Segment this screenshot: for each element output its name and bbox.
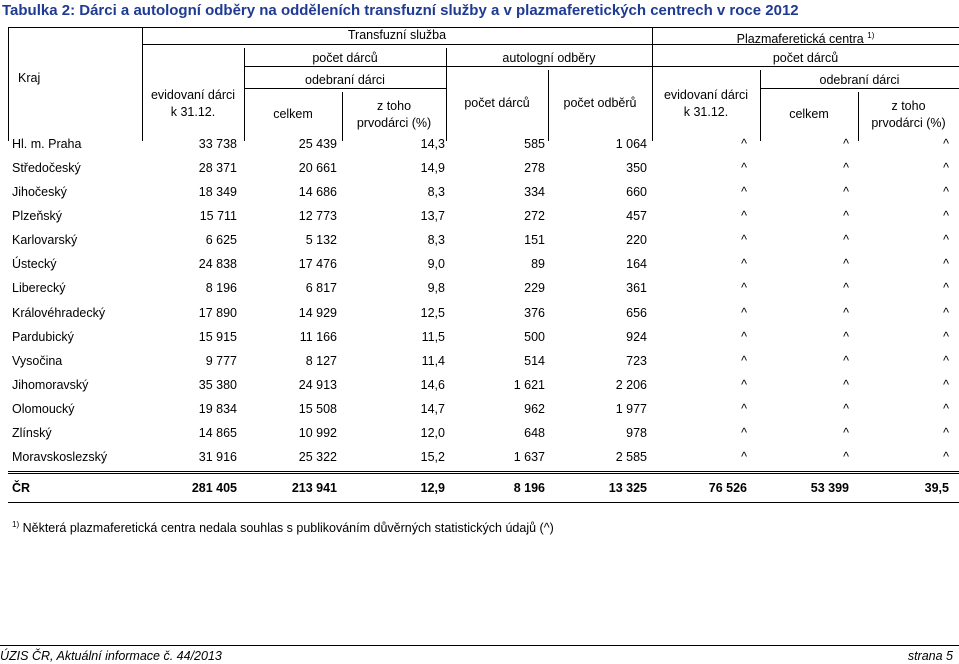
cell-au-odberu: 723	[626, 354, 647, 368]
cell-pc-evid: ^	[741, 281, 747, 295]
cell-pc-evid: ^	[741, 450, 747, 464]
cell-pc-prvo: 39,5	[924, 481, 949, 495]
cell-pc-celkem: ^	[843, 161, 849, 175]
cell-kraj: Středočeský	[12, 161, 81, 175]
cell-ts-celkem: 10 992	[298, 426, 337, 440]
table-title: Tabulka 2: Dárci a autologní odběry na odděleních transfuzní služby a v plazmaferetických centrech v roce 2012	[2, 2, 799, 19]
cell-ts-celkem: 17 476	[298, 257, 337, 271]
cell-ts-prvo: 9,0	[427, 257, 445, 271]
header-pc-ztoho	[858, 98, 959, 132]
cell-ts-prvo: 12,0	[420, 426, 445, 440]
table-row	[0, 399, 959, 423]
header-ts-evidovani-1: evidovaní dárci	[150, 88, 236, 102]
cell-pc-celkem: ^	[843, 426, 849, 440]
header-ts-ztoho-1: z toho	[376, 99, 412, 113]
cell-pc-evid: ^	[741, 257, 747, 271]
cell-au-odberu: 361	[626, 281, 647, 295]
header-kraj: Kraj	[18, 71, 41, 85]
footnote	[12, 520, 554, 535]
cell-au-darcu: 278	[524, 161, 545, 175]
cell-pc-prvo: ^	[943, 185, 949, 199]
cell-pc-celkem: ^	[843, 233, 849, 247]
header-ts-odebrani: odebraní dárci	[305, 73, 385, 87]
cell-ts-celkem: 6 817	[305, 281, 337, 295]
cell-ts-evid: 8 196	[205, 281, 237, 295]
footnote-mark: 1)	[12, 520, 20, 529]
cell-ts-evid: 6 625	[205, 233, 237, 247]
cell-ts-celkem: 12 773	[298, 209, 337, 223]
cell-pc-prvo: ^	[943, 378, 949, 392]
cell-ts-prvo: 12,9	[420, 481, 445, 495]
cell-ts-celkem: 20 661	[298, 161, 337, 175]
cell-au-darcu: 229	[524, 281, 545, 295]
cell-ts-prvo: 8,3	[427, 185, 445, 199]
header-ts-evidovani-2: k 31.12.	[170, 105, 216, 119]
header-ts-evidovani	[142, 87, 244, 121]
cell-ts-evid: 9 777	[205, 354, 237, 368]
header-ts-celkem: celkem	[273, 107, 313, 121]
cell-pc-evid: ^	[741, 354, 747, 368]
cell-kraj: Zlínský	[12, 426, 52, 440]
cell-pc-celkem: 53 399	[810, 481, 849, 495]
cell-kraj: Jihočeský	[12, 185, 67, 199]
cell-ts-celkem: 25 322	[298, 450, 337, 464]
cell-au-darcu: 89	[531, 257, 545, 271]
cell-pc-evid: ^	[741, 306, 747, 320]
table-row	[0, 278, 959, 302]
cell-ts-prvo: 14,7	[420, 402, 445, 416]
cell-ts-evid: 19 834	[198, 402, 237, 416]
cell-pc-celkem: ^	[843, 450, 849, 464]
header-pc-ztoho-1: z toho	[891, 99, 926, 113]
cell-pc-prvo: ^	[943, 402, 949, 416]
cell-au-odberu: 1 977	[615, 402, 647, 416]
header-pc-evidovani	[652, 87, 760, 121]
cell-ts-evid: 18 349	[198, 185, 237, 199]
header-ts-pocet-darcu: počet dárců	[312, 51, 378, 65]
table-row	[0, 351, 959, 375]
header-pc-ztoho-2: prvodárci (%)	[871, 116, 946, 130]
header-pc-celkem: celkem	[789, 107, 829, 121]
cell-kraj: Karlovarský	[12, 233, 78, 247]
cell-ts-prvo: 12,5	[420, 306, 445, 320]
total-separator	[8, 471, 959, 474]
header-plazmaferetika-text: Plazmaferetická centra	[736, 32, 864, 47]
cell-ts-celkem: 24 913	[298, 378, 337, 392]
table-row	[0, 375, 959, 399]
cell-pc-celkem: ^	[843, 257, 849, 271]
cell-ts-prvo: 14,6	[420, 378, 445, 392]
cell-kraj: Hl. m. Praha	[12, 137, 82, 151]
cell-ts-prvo: 11,4	[421, 354, 445, 368]
cell-au-darcu: 1 621	[513, 378, 545, 392]
cell-pc-evid: ^	[741, 161, 747, 175]
header-au-pocet-darcu: počet dárců	[464, 96, 530, 110]
cell-au-darcu: 8 196	[513, 481, 545, 495]
header-ts-ztoho-2: prvodárci (%)	[356, 116, 432, 130]
cell-ts-evid: 31 916	[198, 450, 237, 464]
cell-ts-celkem: 25 439	[298, 137, 337, 151]
cell-au-darcu: 500	[524, 330, 545, 344]
cell-pc-celkem: ^	[843, 281, 849, 295]
cell-ts-evid: 28 371	[198, 161, 237, 175]
cell-ts-evid: 15 915	[198, 330, 237, 344]
cell-au-odberu: 220	[626, 233, 647, 247]
cell-au-darcu: 585	[524, 137, 545, 151]
cell-au-darcu: 648	[524, 426, 545, 440]
header-left-border	[8, 27, 9, 141]
cell-ts-evid: 14 865	[198, 426, 237, 440]
cell-kraj: Liberecký	[12, 281, 66, 295]
table-row	[0, 327, 959, 351]
cell-kraj: Jihomoravský	[12, 378, 89, 392]
cell-au-odberu: 1 064	[615, 137, 647, 151]
header-plazmaferetika	[652, 27, 959, 48]
cell-pc-evid: ^	[741, 233, 747, 247]
total-bottom-border	[8, 502, 959, 503]
cell-au-odberu: 2 206	[615, 378, 647, 392]
cell-kraj: Plzeňský	[12, 209, 63, 223]
cell-ts-evid: 15 711	[199, 209, 237, 223]
cell-kraj: Olomoucký	[12, 402, 75, 416]
cell-pc-celkem: ^	[843, 209, 849, 223]
cell-pc-prvo: ^	[943, 330, 949, 344]
cell-ts-celkem: 14 686	[298, 185, 337, 199]
cell-ts-evid: 281 405	[191, 481, 237, 495]
cell-pc-evid: ^	[741, 330, 747, 344]
table-row	[0, 134, 959, 158]
cell-ts-prvo: 11,5	[421, 330, 445, 344]
cell-au-darcu: 376	[524, 306, 545, 320]
cell-ts-celkem: 5 132	[305, 233, 337, 247]
footnote-text: Některá plazmaferetická centra nedala souhlas s publikováním důvěrných statistických údajů (^)	[22, 521, 554, 536]
cell-au-darcu: 962	[524, 402, 545, 416]
footer-right: strana 5	[907, 649, 953, 663]
cell-kraj: ČR	[12, 481, 31, 495]
table-row	[0, 254, 959, 278]
cell-au-darcu: 151	[524, 233, 545, 247]
cell-au-odberu: 164	[626, 257, 647, 271]
cell-ts-celkem: 15 508	[298, 402, 337, 416]
cell-pc-prvo: ^	[943, 354, 949, 368]
cell-pc-prvo: ^	[943, 161, 949, 175]
cell-au-odberu: 457	[626, 209, 647, 223]
table-row	[0, 230, 959, 254]
cell-au-odberu: 978	[626, 426, 647, 440]
cell-au-darcu: 514	[524, 354, 545, 368]
header-autologni-odbery: autologní odběry	[502, 51, 596, 65]
cell-au-darcu: 1 637	[513, 450, 545, 464]
cell-pc-prvo: ^	[943, 281, 949, 295]
header-ts-ztoho	[342, 98, 446, 132]
table-row	[0, 206, 959, 230]
header-au-pocet-odberu: počet odběrů	[563, 96, 637, 110]
cell-ts-celkem: 213 941	[291, 481, 337, 495]
table-row	[0, 423, 959, 447]
table-row	[0, 303, 959, 327]
cell-kraj: Ústecký	[12, 257, 57, 271]
cell-kraj: Moravskoslezský	[12, 450, 108, 464]
cell-pc-celkem: ^	[843, 137, 849, 151]
header-pc-evidovani-2: k 31.12.	[683, 105, 729, 119]
table-row	[0, 182, 959, 206]
cell-pc-evid: ^	[741, 378, 747, 392]
cell-kraj: Vysočina	[12, 354, 63, 368]
cell-ts-evid: 24 838	[198, 257, 237, 271]
cell-pc-celkem: ^	[843, 185, 849, 199]
cell-au-odberu: 2 585	[615, 450, 647, 464]
table-row	[0, 447, 959, 471]
footer-rule	[0, 645, 959, 646]
cell-au-odberu: 350	[626, 161, 647, 175]
cell-ts-prvo: 14,9	[420, 161, 445, 175]
header-pc-evidovani-1: evidovaní dárci	[663, 88, 749, 102]
cell-ts-prvo: 8,3	[427, 233, 445, 247]
cell-ts-evid: 33 738	[198, 137, 237, 151]
cell-pc-celkem: ^	[843, 378, 849, 392]
cell-pc-celkem: ^	[843, 402, 849, 416]
cell-pc-evid: ^	[741, 185, 747, 199]
cell-pc-evid: 76 526	[708, 481, 747, 495]
cell-pc-prvo: ^	[943, 450, 949, 464]
cell-pc-evid: ^	[741, 402, 747, 416]
cell-au-darcu: 272	[524, 209, 545, 223]
table-row	[0, 158, 959, 182]
cell-pc-celkem: ^	[843, 330, 849, 344]
cell-ts-evid: 35 380	[198, 378, 237, 392]
cell-ts-prvo: 14,3	[420, 137, 445, 151]
footer-left: ÚZIS ČR, Aktuální informace č. 44/2013	[0, 649, 222, 663]
cell-ts-celkem: 8 127	[305, 354, 337, 368]
cell-ts-evid: 17 890	[198, 306, 237, 320]
cell-pc-evid: ^	[741, 209, 747, 223]
cell-pc-prvo: ^	[943, 306, 949, 320]
cell-ts-celkem: 14 929	[298, 306, 337, 320]
cell-pc-celkem: ^	[843, 306, 849, 320]
cell-au-odberu: 660	[626, 185, 647, 199]
cell-pc-prvo: ^	[943, 209, 949, 223]
cell-au-odberu: 656	[626, 306, 647, 320]
header-line-ts	[142, 44, 652, 45]
cell-pc-celkem: ^	[843, 354, 849, 368]
cell-ts-celkem: 11 166	[299, 330, 337, 344]
cell-au-odberu: 13 325	[608, 481, 647, 495]
cell-au-darcu: 334	[524, 185, 545, 199]
header-pc-odebrani: odebraní dárci	[819, 73, 900, 87]
cell-pc-prvo: ^	[943, 137, 949, 151]
total-row	[0, 478, 959, 502]
cell-pc-evid: ^	[741, 426, 747, 440]
cell-au-odberu: 924	[626, 330, 647, 344]
cell-kraj: Pardubický	[12, 330, 74, 344]
cell-pc-prvo: ^	[943, 257, 949, 271]
header-pc-pocet-darcu: počet dárců	[772, 51, 839, 65]
cell-ts-prvo: 13,7	[420, 209, 445, 223]
cell-pc-prvo: ^	[943, 426, 949, 440]
header-plazmaferetika-note: 1)	[867, 31, 875, 40]
cell-ts-prvo: 15,2	[420, 450, 445, 464]
cell-pc-evid: ^	[741, 137, 747, 151]
cell-ts-prvo: 9,8	[427, 281, 445, 295]
cell-pc-prvo: ^	[943, 233, 949, 247]
cell-kraj: Královéhradecký	[12, 306, 106, 320]
header-transfuzni-sluzba: Transfuzní služba	[347, 28, 447, 42]
